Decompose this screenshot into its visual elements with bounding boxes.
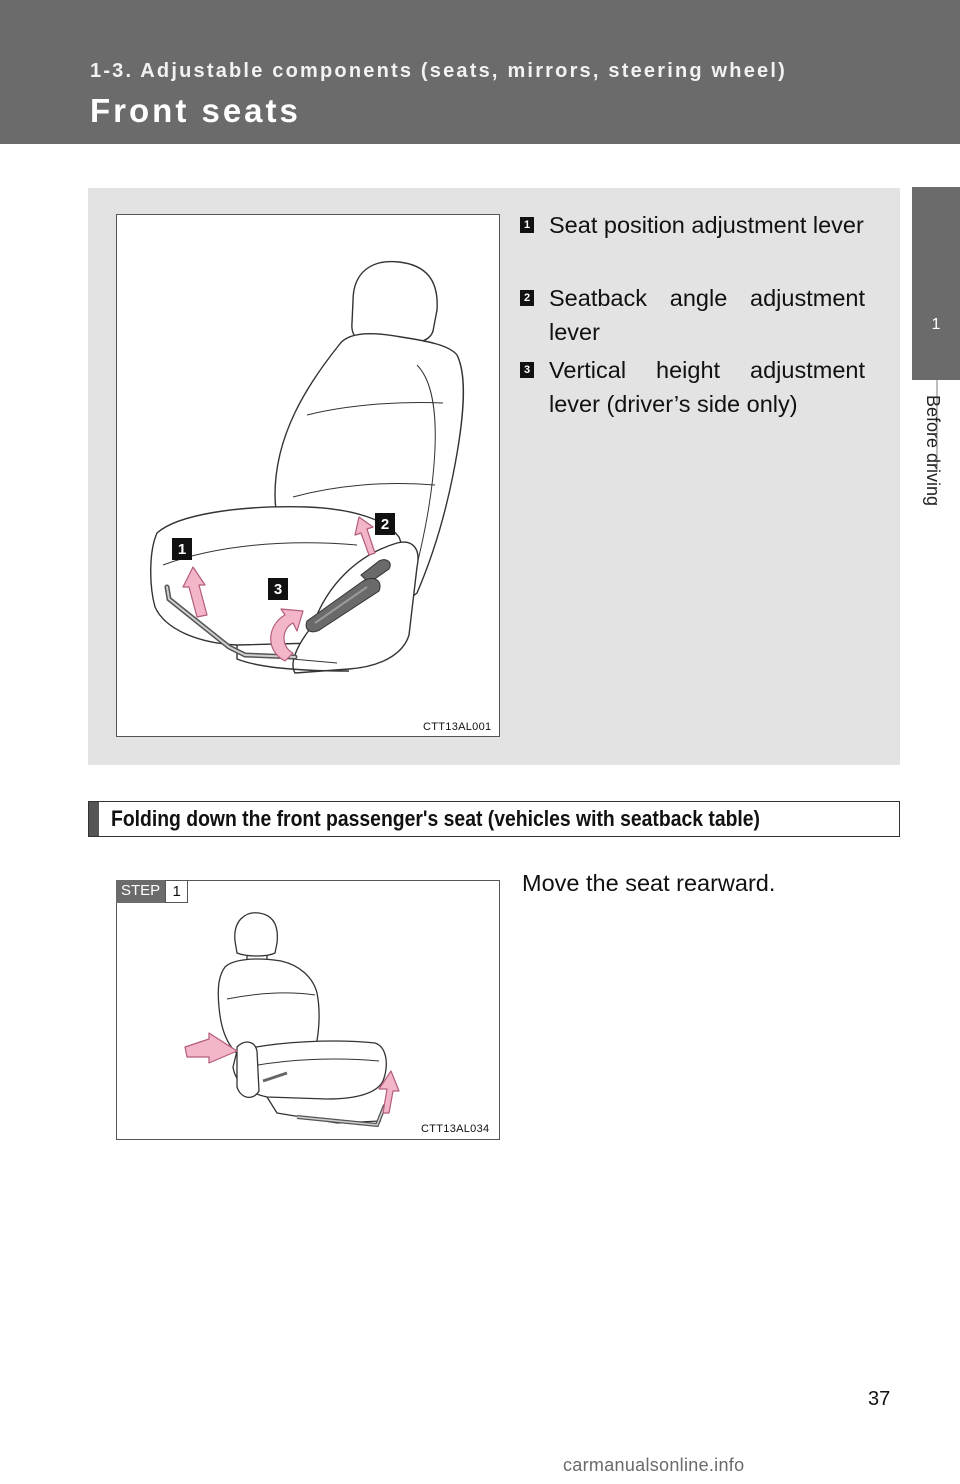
- legend-number: 2: [520, 290, 534, 306]
- legend-number: 3: [520, 362, 534, 378]
- chapter-label: Before driving: [923, 395, 943, 507]
- legend-text: Seat position adjustment lever: [549, 212, 864, 238]
- section-title: Folding down the front passenger's seat (vehicles with seatback table): [111, 806, 761, 831]
- figure-code: CTT13AL034: [421, 1123, 490, 1135]
- step-label: STEP: [116, 880, 165, 903]
- callout-1: 1: [172, 538, 192, 560]
- legend-text: Vertical height adjustment lever (driver’s side only): [549, 357, 865, 417]
- section-accent: [89, 802, 99, 836]
- callout-3: 3: [268, 578, 288, 600]
- step-1-figure: [116, 880, 500, 1140]
- legend-text: Seatback angle adjustment lever: [549, 285, 865, 345]
- watermark: carmanualsonline.info: [563, 1455, 745, 1475]
- page-header: [0, 0, 960, 144]
- step-1-illustration: [117, 881, 499, 1139]
- chapter-number: 1: [931, 316, 941, 333]
- figure-code: CTT13AL001: [423, 721, 492, 733]
- page-title: Front seats: [90, 92, 301, 129]
- seat-adjustment-figure: [116, 214, 500, 737]
- chapter-tab: [912, 187, 960, 380]
- section-path: 1-3. Adjustable components (seats, mirrors, steering wheel): [90, 60, 787, 82]
- section-heading: [88, 801, 900, 837]
- legend-number: 1: [520, 217, 534, 233]
- step-number: 1: [165, 880, 188, 903]
- callout-2: 2: [375, 513, 395, 535]
- step-badge: [116, 880, 188, 903]
- seat-illustration: [117, 215, 499, 736]
- page-number: 37: [868, 1388, 891, 1410]
- step-instruction: Move the seat rearward.: [522, 870, 776, 896]
